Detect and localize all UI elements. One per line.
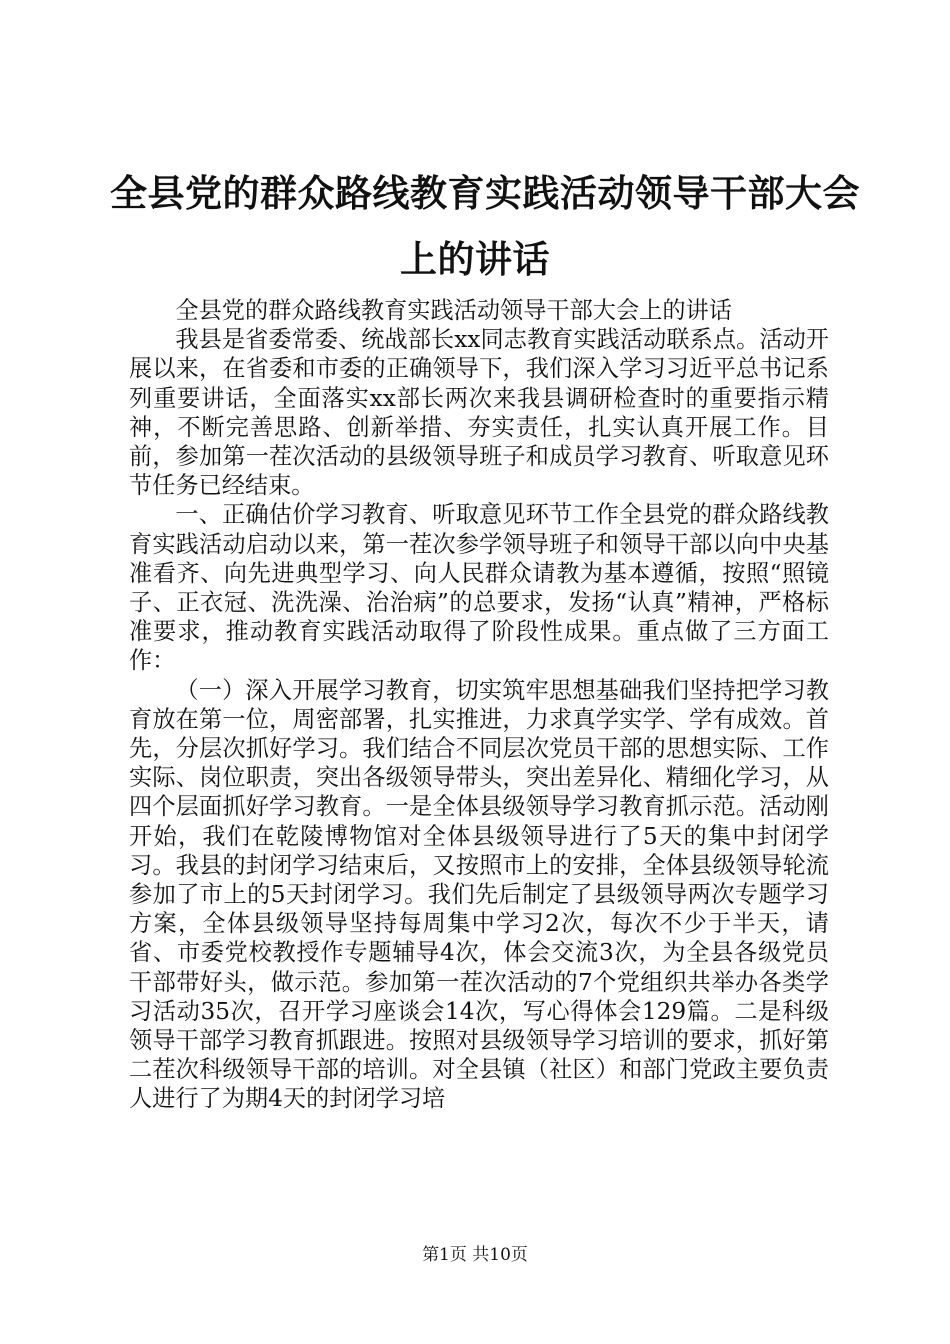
paragraph-intro: 我县是省委常委、统战部长xx同志教育实践活动联系点。活动开展以来，在省委和市委的正确领导下，我们深入学习习近平总书记系列重要讲话，全面落实xx部长两次来我县调研检查时的重要指示精神，不断完善思路、创新举措、夯实责任，扎实认真开展工作。目前，参加第一茬次活动的县级领导班子和成员学习教育、听取意见环节任务已经结束。 — [129, 326, 829, 500]
title-line-1: 全县党的群众路线教育实践活动领导干部大会 — [110, 171, 860, 215]
document-body — [129, 296, 829, 1114]
paragraph-section-one: 一、正确估价学习教育、听取意见环节工作全县党的群众路线教育实践活动启动以来，第一茬次参学领导班子和领导干部以向中央基准看齐、向先进典型学习、向人民群众请教为基本遵循，按照“照镜子、正衣冠、洗洗澡、治治病”的总要求，发扬“认真”精神，严格标准要求，推动教育实践活动取得了阶段性成果。重点做了三方面工作： — [129, 501, 829, 675]
paragraph-heading: 全县党的群众路线教育实践活动领导干部大会上的讲话 — [175, 297, 732, 324]
title-line-2: 上的讲话 — [400, 237, 550, 281]
paragraph-subsection-one: （一）深入开展学习教育，切实筑牢思想基础我们坚持把学习教育放在第一位，周密部署，扎实推进，力求真学实学、学有成效。首先，分层次抓好学习。我们结合不同层次党员干部的思想实际、工作实际、岗位职责，突出各级领导带头，突出差异化、精细化学习，从四个层面抓好学习教育。一是全体县级领导学习教育抓示范。活动刚开始，我们在乾陵博物馆对全体县级领导进行了5天的集中封闭学习。我县的封闭学习结束后，又按照市上的安排，全体县级领导轮流参加了市上的5天封闭学习。我们先后制定了县级领导两次专题学习方案，全体县级领导坚持每周集中学习2次，每次不少于半天，请省、市委党校教授作专题辅导4次，体会交流3次，为全县各级党员干部带好头，做示范。参加第一茬次活动的7个党组织共举办各类学习活动35次，召开学习座谈会14次，写心得体会129篇。二是科级领导干部学习教育抓跟进。按照对县级领导学习培训的要求，抓好第二茬次科级领导干部的培训。对全县镇（社区）和部门党政主要负责人进行了为期4天的封闭学习培 — [129, 676, 829, 1113]
page-number-footer: 第1页 共10页 — [422, 1245, 528, 1265]
document-title — [110, 160, 860, 292]
